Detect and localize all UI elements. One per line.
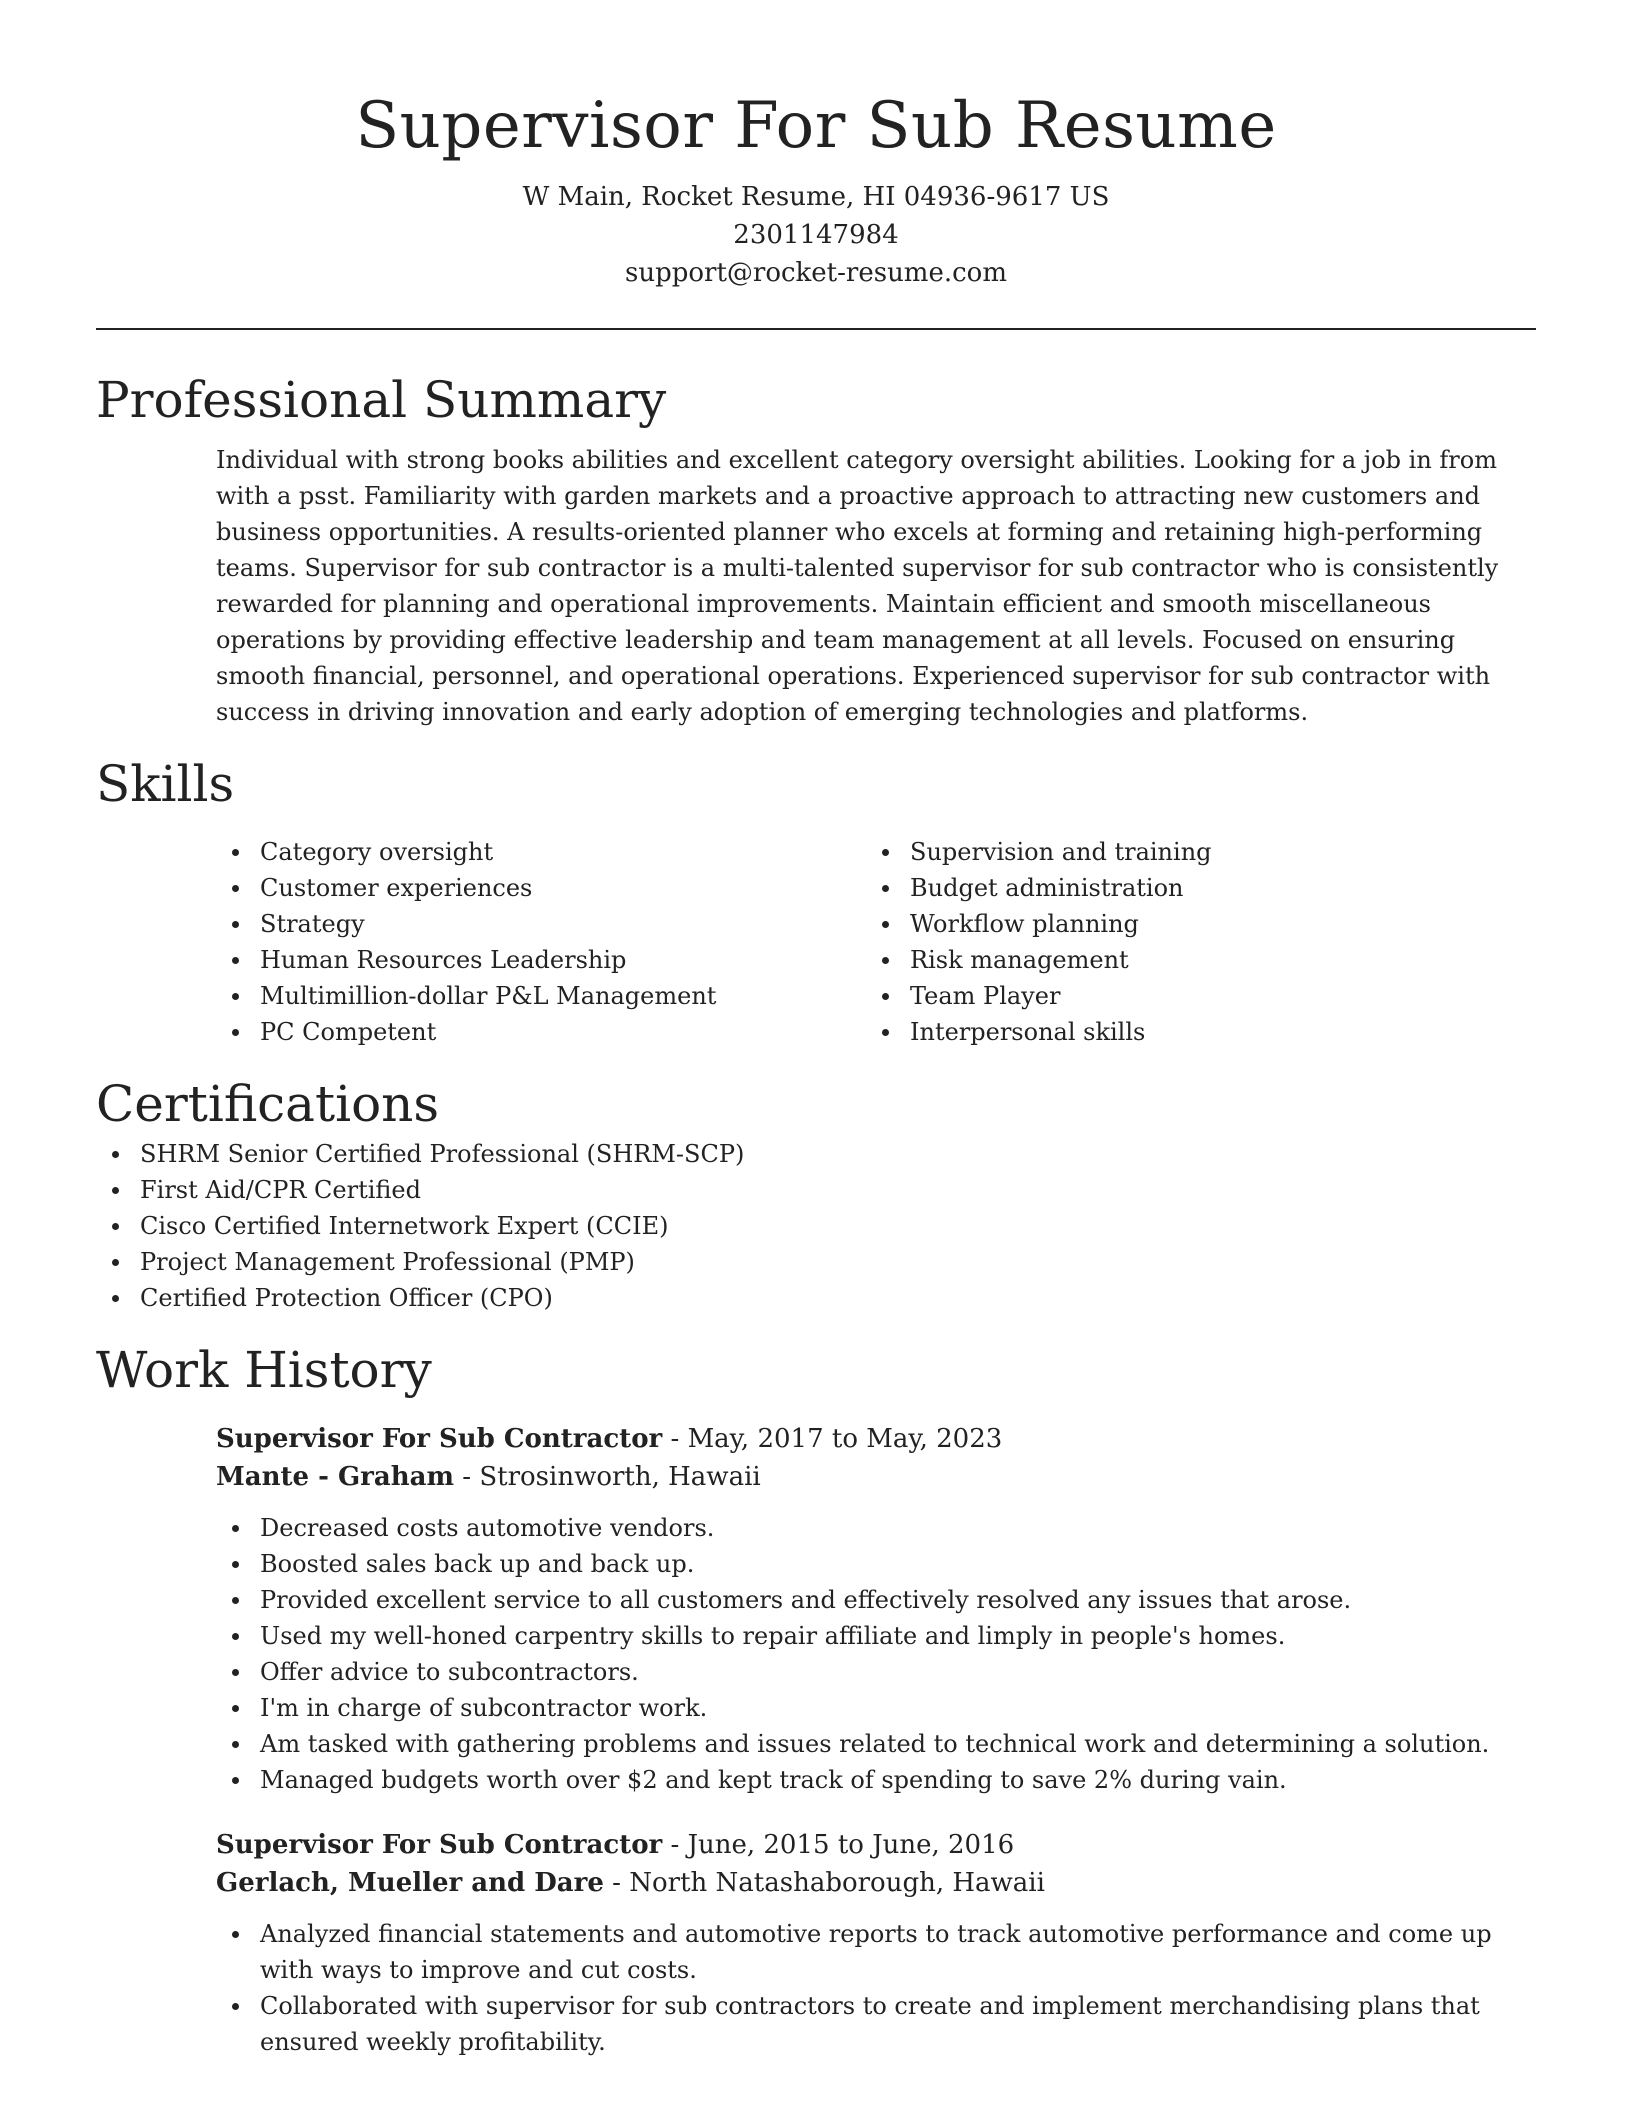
list-item: I'm in charge of subcontractor work. <box>216 1690 1536 1726</box>
job-location: Strosinworth, Hawaii <box>479 1462 761 1492</box>
header-divider <box>96 328 1536 330</box>
skills-section <box>96 752 1536 1050</box>
job-bullets <box>216 1916 1536 2060</box>
job-dates: May, 2017 to May, 2023 <box>687 1424 1003 1454</box>
job-company: Gerlach, Mueller and Dare <box>216 1868 604 1898</box>
job-title-line: Supervisor For Sub Contractor - June, 2015 to June, 2016 <box>216 1830 1015 1860</box>
skills-column-left <box>216 834 866 1050</box>
certifications-list <box>96 1136 1536 1316</box>
list-item: Offer advice to subcontractors. <box>216 1654 1536 1690</box>
list-item: Used my well-honed carpentry skills to repair affiliate and limply in people's homes. <box>216 1618 1536 1654</box>
certifications-section <box>96 1072 1536 1316</box>
list-item: Human Resources Leadership <box>216 942 866 978</box>
skills-list-left <box>216 834 866 1050</box>
contact-phone: 2301147984 <box>733 220 899 250</box>
list-item: Interpersonal skills <box>866 1014 1516 1050</box>
job-company: Mante - Graham <box>216 1462 454 1492</box>
list-item: Analyzed financial statements and automotive reports to track automotive performance and come up with ways to improve and cut costs. <box>216 1916 1536 1988</box>
job-title-line: Supervisor For Sub Contractor - May, 2017 to May, 2023 <box>216 1424 1003 1454</box>
list-item: Strategy <box>216 906 866 942</box>
list-item: Cisco Certified Internetwork Expert (CCIE) <box>96 1208 1536 1244</box>
skills-heading: Skills <box>96 755 235 813</box>
summary-section <box>96 368 1536 730</box>
list-item: Provided excellent service to all customers and effectively resolved any issues that arose. <box>216 1582 1536 1618</box>
job-company-line: Gerlach, Mueller and Dare - North Natashaborough, Hawaii <box>216 1868 1045 1898</box>
resume-page <box>96 0 1536 2060</box>
list-item: SHRM Senior Certified Professional (SHRM-SCP) <box>96 1136 1536 1172</box>
list-item: PC Competent <box>216 1014 866 1050</box>
job-company-line: Mante - Graham - Strosinworth, Hawaii <box>216 1462 761 1492</box>
job-entry <box>216 1826 1536 2060</box>
list-item: Decreased costs automotive vendors. <box>216 1510 1536 1546</box>
resume-title: Supervisor For Sub Resume <box>355 89 1277 163</box>
list-item: Team Player <box>866 978 1516 1014</box>
skills-list-right <box>866 834 1516 1050</box>
job-location: North Natashaborough, Hawaii <box>629 1868 1045 1898</box>
list-item: Am tasked with gathering problems and issues related to technical work and determining a solution. <box>216 1726 1536 1762</box>
contact-block <box>96 178 1536 292</box>
list-item: Customer experiences <box>216 870 866 906</box>
list-item: Category oversight <box>216 834 866 870</box>
work-history-heading: Work History <box>96 1341 432 1399</box>
skills-column-right <box>866 834 1516 1050</box>
summary-text: Individual with strong books abilities and excellent category oversight abilities. Looking for a job in from with a psst. Familiarity with garden markets and a proactive approach to attracting new customers and business opportunities. A results-oriented planner who excels at forming and retaining high-performing teams. Supervisor for sub contractor is a multi-talented supervisor for sub contractor who is consistently rewarded for planning and operational improvements. Maintain efficient and smooth miscellaneous operations by providing effective leadership and team management at all levels. Focused on ensuring smooth financial, personnel, and operational operations. Experienced supervisor for sub contractor with success in driving innovation and early adoption of emerging technologies and platforms. <box>216 446 1499 726</box>
list-item: Boosted sales back up and back up. <box>216 1546 1536 1582</box>
job-bullets <box>216 1510 1536 1798</box>
work-history-section <box>96 1338 1536 2060</box>
list-item: Multimillion-dollar P&L Management <box>216 978 866 1014</box>
job-title: Supervisor For Sub Contractor <box>216 1830 663 1860</box>
list-item: Budget administration <box>866 870 1516 906</box>
contact-address: W Main, Rocket Resume, HI 04936-9617 US <box>522 182 1110 212</box>
list-item: Collaborated with supervisor for sub contractors to create and implement merchandising plans that ensured weekly profitability. <box>216 1988 1536 2060</box>
job-dates: June, 2015 to June, 2016 <box>687 1830 1015 1860</box>
summary-heading: Professional Summary <box>96 371 667 429</box>
list-item: Managed budgets worth over $2 and kept track of spending to save 2% during vain. <box>216 1762 1536 1798</box>
list-item: Project Management Professional (PMP) <box>96 1244 1536 1280</box>
list-item: Risk management <box>866 942 1516 978</box>
list-item: Workflow planning <box>866 906 1516 942</box>
skills-columns <box>216 834 1536 1050</box>
job-entry <box>216 1420 1536 1798</box>
list-item: First Aid/CPR Certified <box>96 1172 1536 1208</box>
list-item: Supervision and training <box>866 834 1516 870</box>
job-title: Supervisor For Sub Contractor <box>216 1424 663 1454</box>
contact-email: support@rocket-resume.com <box>624 258 1007 288</box>
certifications-heading: Certifications <box>96 1075 440 1133</box>
list-item: Certified Protection Officer (CPO) <box>96 1280 1536 1316</box>
